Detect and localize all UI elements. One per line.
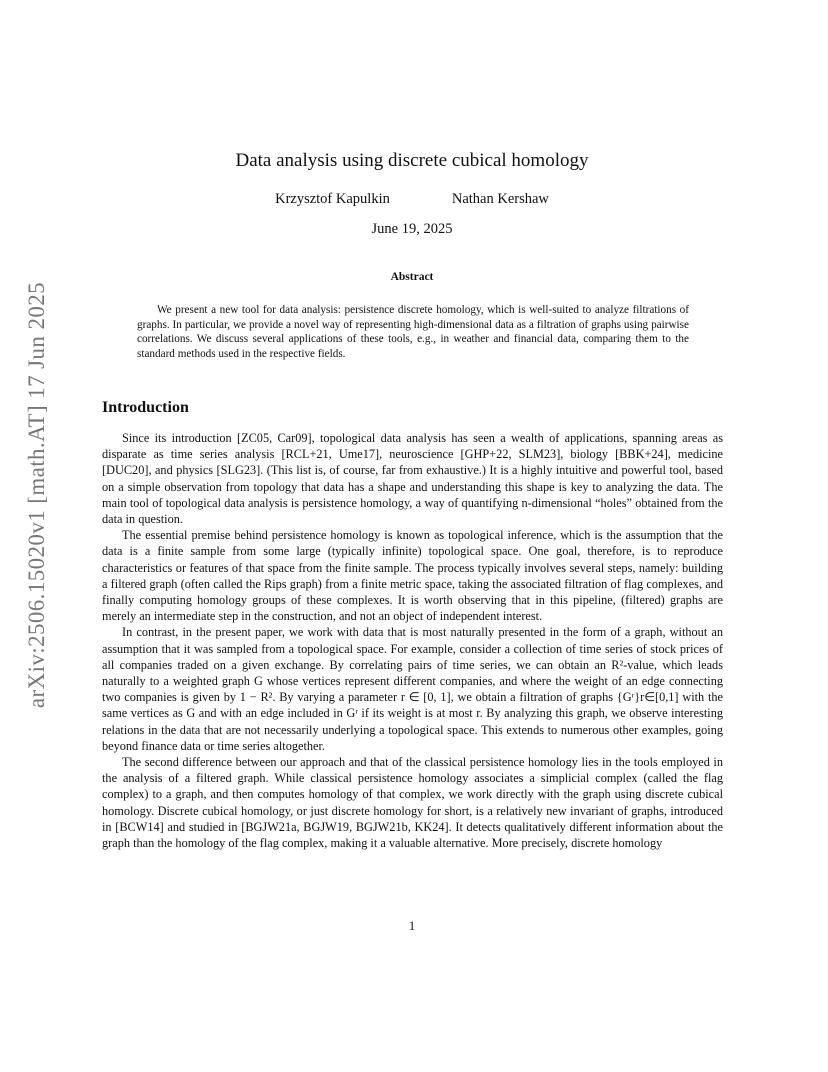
arxiv-identifier-text: arXiv:2506.15020v1 [math.AT] 17 Jun 2025 [24, 281, 50, 709]
body-paragraph: The second difference between our approach and that of the classical persistence homology lies in the tools employed in the analysis of a filtered graph. While classical persistence homology associates a simplicial complex (called the flag complex) to a graph, and then computes homology of that complex, we work directly with the graph using discrete cubical homology. Discrete cubical homology, or just discrete homology for short, is a relatively new invariant of graphs, introduced in [BCW14] and studied in [BGJW21a, BGJW19, BGJW21b, KK24]. It detects qualitatively different information about the graph than the homology of the flag complex, making it a valuable alternative. More precisely, discrete homology [102, 755, 723, 851]
introduction-body [102, 430, 723, 851]
author-list [120, 191, 704, 208]
body-paragraph: The essential premise behind persistence homology is known as topological inference, which is the assumption that the data is a finite sample from some large (typically infinite) topological space. One goal, therefore, is to reproduce characteristics or features of that space from the finite sample. The process typically involves several steps, namely: building a filtered graph (often called the Rips graph) from a finite metric space, taking the associated filtration of flag complexes, and finally computing homology groups of these complexes. It is worth observing that in this pipeline, (filtered) graphs are merely an intermediate step in the construction, and not an object of independent interest. [102, 528, 723, 624]
body-paragraph: Since its introduction [ZC05, Car09], topological data analysis has seen a wealth of applications, spanning areas as disparate as time series analysis [RCL+21, Ume17], neuroscience [GHP+22, SLM23], biology [BBK+24], medicine [DUC20], and physics [SLG23]. (This list is, of course, far from exhaustive.) It is a highly intuitive and powerful tool, based on a simple observation from topology that data has a shape and understanding this shape is key to analyzing the data. The main tool of topological data analysis is persistence homology, a way of quantifying n-dimensional “holes” obtained from the data in question. [102, 431, 723, 527]
body-paragraph: In contrast, in the present paper, we work with data that is most naturally presented in the form of a graph, without an assumption that it was sampled from a topological space. For example, consider a collection of time series of stock prices of all companies traded on a given exchange. By correlating pairs of time series, we can obtain an R²-value, which leads naturally to a weighted graph G whose vertices represent different companies, and where the weight of an edge connecting two companies is given by 1 − R². By varying a parameter r ∈ [0, 1], we obtain a filtration of graphs {Gʳ}r∈[0,1] with the same vertices as G and with an edge included in Gʳ if its weight is at most r. By analyzing this graph, we observe interesting relations in the data that are not necessarily underlying a topological space. This extends to numerous other examples, going beyond finance data or time series altogether. [102, 625, 723, 753]
paper-title: Data analysis using discrete cubical homology [235, 150, 589, 171]
section-heading-introduction: Introduction [102, 399, 189, 416]
abstract-heading: Abstract [390, 271, 434, 283]
paper-date: June 19, 2025 [371, 221, 453, 237]
author-name: Krzysztof Kapulkin [275, 191, 390, 207]
abstract-text: We present a new tool for data analysis: persistence discrete homology, which is well-suited to analyze filtrations of graphs. In particular, we provide a novel way of representing high-dimensional data as a filtration of graphs using pairwise correlations. We discuss several applications of these tools, e.g., in weather and financial data, comparing them to the standard methods used in the respective fields. [137, 304, 689, 360]
author-name: Nathan Kershaw [451, 191, 549, 207]
page-number: 1 [408, 919, 416, 933]
arxiv-identifier-stamp [22, 281, 52, 709]
